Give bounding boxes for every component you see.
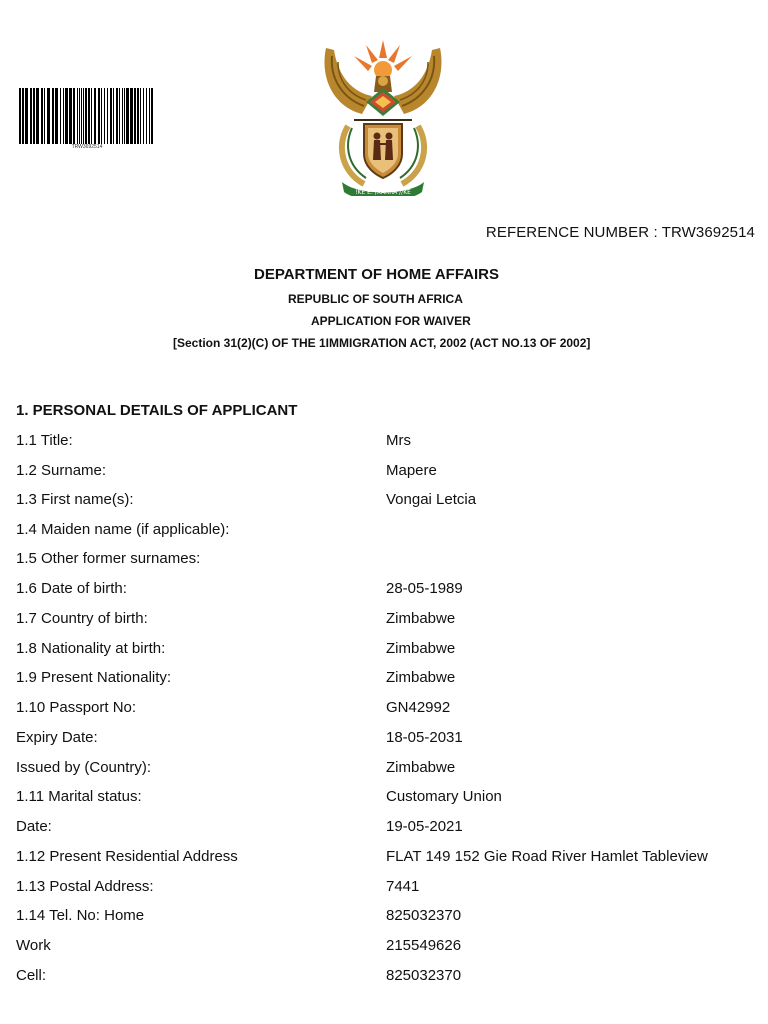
republic-title: REPUBLIC OF SOUTH AFRICA	[288, 292, 463, 306]
detail-row	[0, 491, 768, 515]
section-reference: [Section 31(2)(C) OF THE 1IMMIGRATION ACT, 2002 (ACT NO.13 OF 2002]	[173, 336, 591, 350]
detail-label: Work	[16, 937, 51, 954]
coat-of-arms-icon	[318, 36, 448, 196]
detail-row	[0, 788, 768, 812]
detail-value: Zimbabwe	[386, 759, 456, 776]
detail-row	[0, 967, 768, 991]
detail-label: 1.9 Present Nationality:	[16, 669, 172, 686]
detail-value: Mrs	[386, 432, 411, 449]
detail-label: Issued by (Country):	[16, 759, 152, 776]
detail-value: 28-05-1989	[386, 580, 463, 597]
detail-row	[0, 907, 768, 931]
detail-row	[0, 669, 768, 693]
detail-label: 1.11 Marital status:	[16, 788, 142, 805]
detail-label: Expiry Date:	[16, 729, 98, 746]
detail-label: 1.13 Postal Address:	[16, 878, 154, 895]
detail-row	[0, 580, 768, 604]
detail-label: 1.4 Maiden name (if applicable):	[16, 521, 230, 538]
detail-label: 1.6 Date of birth:	[16, 580, 127, 597]
detail-label: 1.8 Nationality at birth:	[16, 640, 166, 657]
detail-value: FLAT 149 152 Gie Road River Hamlet Tableview	[386, 848, 708, 865]
detail-value: 18-05-2031	[386, 729, 463, 746]
detail-value: Vongai Letcia	[386, 491, 477, 508]
detail-value: Zimbabwe	[386, 669, 456, 686]
detail-row	[0, 521, 768, 545]
reference-number: REFERENCE NUMBER : TRW3692514	[485, 224, 755, 241]
detail-label: Date:	[16, 818, 52, 835]
detail-row	[0, 432, 768, 456]
coat-of-arms-emblem	[318, 36, 448, 196]
detail-row	[0, 640, 768, 664]
detail-label: Cell:	[16, 967, 47, 984]
detail-value: Zimbabwe	[386, 640, 456, 657]
detail-label: 1.2 Surname:	[16, 462, 107, 479]
detail-label: 1.5 Other former surnames:	[16, 550, 201, 567]
application-title: APPLICATION FOR WAIVER	[311, 314, 471, 328]
detail-label: 1.14 Tel. No: Home	[16, 907, 145, 924]
section-1-title: 1. PERSONAL DETAILS OF APPLICANT	[16, 402, 298, 419]
detail-row	[0, 937, 768, 961]
detail-value: GN42992	[386, 699, 451, 716]
detail-value: 7441	[386, 878, 420, 895]
detail-row	[0, 699, 768, 723]
barcode-bars	[19, 88, 155, 144]
detail-value: Mapere	[386, 462, 437, 479]
detail-value: 825032370	[386, 967, 462, 984]
detail-row	[0, 848, 768, 872]
detail-row	[0, 818, 768, 842]
detail-label: 1.10 Passport No:	[16, 699, 137, 716]
detail-label: 1.7 Country of birth:	[16, 610, 148, 627]
detail-label: 1.3 First name(s):	[16, 491, 134, 508]
detail-row	[0, 550, 768, 574]
detail-row	[0, 462, 768, 486]
barcode-text: TRW3692514	[71, 144, 103, 150]
detail-row	[0, 759, 768, 783]
detail-row	[0, 878, 768, 902]
barcode	[19, 88, 155, 150]
detail-label: 1.1 Title:	[16, 432, 73, 449]
detail-label: 1.12 Present Residential Address	[16, 848, 238, 865]
detail-value: 19-05-2021	[386, 818, 463, 835]
department-title: DEPARTMENT OF HOME AFFAIRS	[254, 266, 499, 283]
detail-value: Customary Union	[386, 788, 502, 805]
detail-value: 825032370	[386, 907, 462, 924]
detail-row	[0, 729, 768, 753]
detail-value: Zimbabwe	[386, 610, 456, 627]
detail-row	[0, 610, 768, 634]
motto-text: !KE E: /XARRA //KE	[355, 189, 411, 196]
detail-value: 215549626	[386, 937, 462, 954]
